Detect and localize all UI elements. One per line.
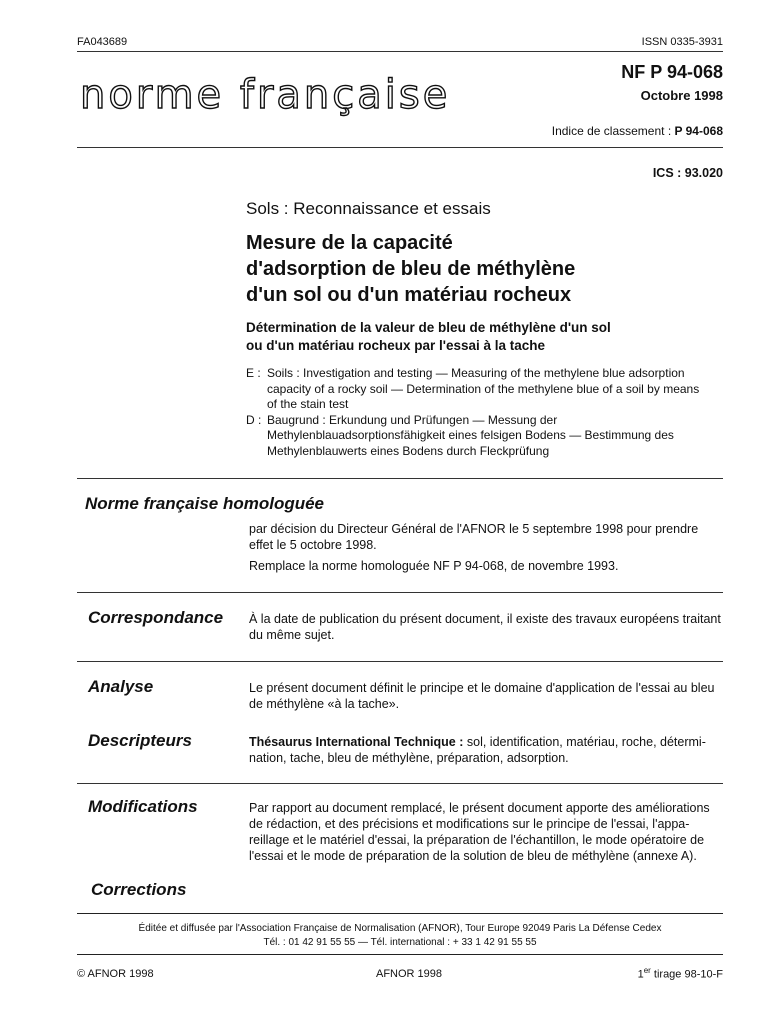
- german-title-line: Methylenblauadsorptionsfähigkeit eines felsigen Bodens — Bestimmung des: [267, 428, 674, 442]
- publisher-line: Éditée et diffusée par l'Association Française de Normalisation (AFNOR), Tour Europe 92049 Paris La Défense Cedex: [138, 923, 662, 934]
- descripteurs-line: [249, 734, 729, 750]
- subtitle-line: Détermination de la valeur de bleu de méthylène d'un sol: [246, 320, 611, 335]
- english-title-line: of the stain test: [267, 397, 349, 411]
- german-prefix: D :: [246, 412, 262, 427]
- correspondance-line: du même sujet.: [249, 628, 335, 642]
- correspondance-text: [249, 611, 729, 643]
- thesaurus-label: Thésaurus International Technique :: [249, 735, 464, 749]
- footer-publisher: AFNOR 1998: [376, 968, 443, 980]
- classification-label: Indice de classement :: [551, 124, 672, 138]
- modifications-heading: Modifications: [88, 797, 198, 816]
- section-rule: [77, 592, 723, 593]
- norme-francaise-logo: norme française: [80, 72, 451, 118]
- subtitle: [246, 319, 611, 355]
- footer-bottom-rule: [77, 954, 723, 955]
- german-title: [246, 413, 736, 460]
- header-rule: [77, 51, 723, 52]
- descripteurs-keywords: sol, identification, matériau, roche, détermi-: [463, 735, 706, 749]
- standard-date: Octobre 1998: [640, 88, 723, 103]
- classification-value: P 94-068: [674, 124, 723, 138]
- main-title-line: Mesure de la capacité: [246, 232, 453, 254]
- analyse-line: Le présent document définit le principe et le domaine d'application de l'essai au bleu: [249, 681, 715, 695]
- homologuee-text: [249, 521, 729, 574]
- modifications-line: l'essai et le mode de préparation de la solution de bleu de méthylène (annexe A).: [249, 849, 697, 863]
- analyse-line: de méthylène «à la tache».: [249, 697, 400, 711]
- german-title-line: Baugrund : Erkundung und Prüfungen — Messung der: [267, 412, 558, 427]
- replaces-line: Remplace la norme homologuée NF P 94-068, de novembre 1993.: [249, 559, 619, 573]
- main-title-line: d'adsorption de bleu de méthylène: [246, 258, 576, 280]
- ics-code: ICS : 93.020: [652, 166, 723, 180]
- english-prefix: E :: [246, 366, 261, 380]
- correspondance-heading: Correspondance: [88, 608, 224, 627]
- footer-top-rule: [77, 913, 723, 914]
- main-title: [246, 230, 575, 308]
- section-rule: [77, 478, 723, 479]
- print-run-text: tirage 98-10-F: [650, 968, 723, 981]
- correspondance-line: À la date de publication du présent document, il existe des travaux européens traitant: [249, 612, 721, 626]
- homologuee-line: effet le 5 octobre 1998.: [249, 538, 377, 552]
- print-run-superscript: er: [643, 966, 651, 975]
- english-title: [246, 366, 736, 413]
- header-bottom-rule: [77, 147, 723, 148]
- section-rule: [77, 661, 723, 662]
- descripteurs-heading: Descripteurs: [88, 731, 192, 750]
- descripteurs-line: nation, tache, bleu de méthylène, préparation, adsorption.: [249, 751, 569, 765]
- translated-titles: [246, 366, 736, 459]
- modifications-line: de rédaction, et des précisions et modifications sur le principe de l'essai, l'appa-: [249, 817, 690, 831]
- homologuee-heading: Norme française homologuée: [85, 494, 325, 513]
- print-run-number: 1: [637, 968, 644, 981]
- corrections-heading: Corrections: [91, 880, 187, 899]
- phone-line: Tél. : 01 42 91 55 55 — Tél. international : + 33 1 42 91 55 55: [263, 937, 537, 948]
- publisher-info: [77, 922, 723, 950]
- print-run: [638, 966, 723, 981]
- main-title-line: d'un sol ou d'un matériau rocheux: [246, 284, 572, 306]
- modifications-line: Par rapport au document remplacé, le présent document apporte des améliorations: [249, 801, 710, 815]
- modifications-line: reillage et le matériel d'essai, la préparation de l'échantillon, le mode opératoire de: [249, 833, 705, 847]
- subtitle-line: ou d'un matériau rocheux par l'essai à la tache: [246, 338, 546, 353]
- standard-reference: NF P 94-068: [621, 62, 723, 82]
- section-rule: [77, 783, 723, 784]
- classification-index: [552, 124, 723, 138]
- homologuee-line: par décision du Directeur Général de l'AFNOR le 5 septembre 1998 pour prendre: [249, 522, 699, 536]
- document-category: Sols : Reconnaissance et essais: [246, 199, 491, 218]
- copyright: © AFNOR 1998: [77, 968, 154, 980]
- modifications-text: [249, 800, 729, 864]
- analyse-text: [249, 680, 729, 712]
- german-title-line: Methylenblauwerts eines Bodens durch Fleckprüfung: [267, 443, 550, 458]
- analyse-heading: Analyse: [88, 677, 154, 696]
- issn: ISSN 0335-3931: [641, 36, 723, 48]
- descripteurs-text: [249, 734, 729, 766]
- english-title-line: capacity of a rocky soil — Determination of the methylene blue of a soil by means: [267, 381, 700, 396]
- document-code: FA043689: [77, 36, 128, 48]
- english-title-line: Soils : Investigation and testing — Measuring of the methylene blue adsorption: [267, 366, 685, 380]
